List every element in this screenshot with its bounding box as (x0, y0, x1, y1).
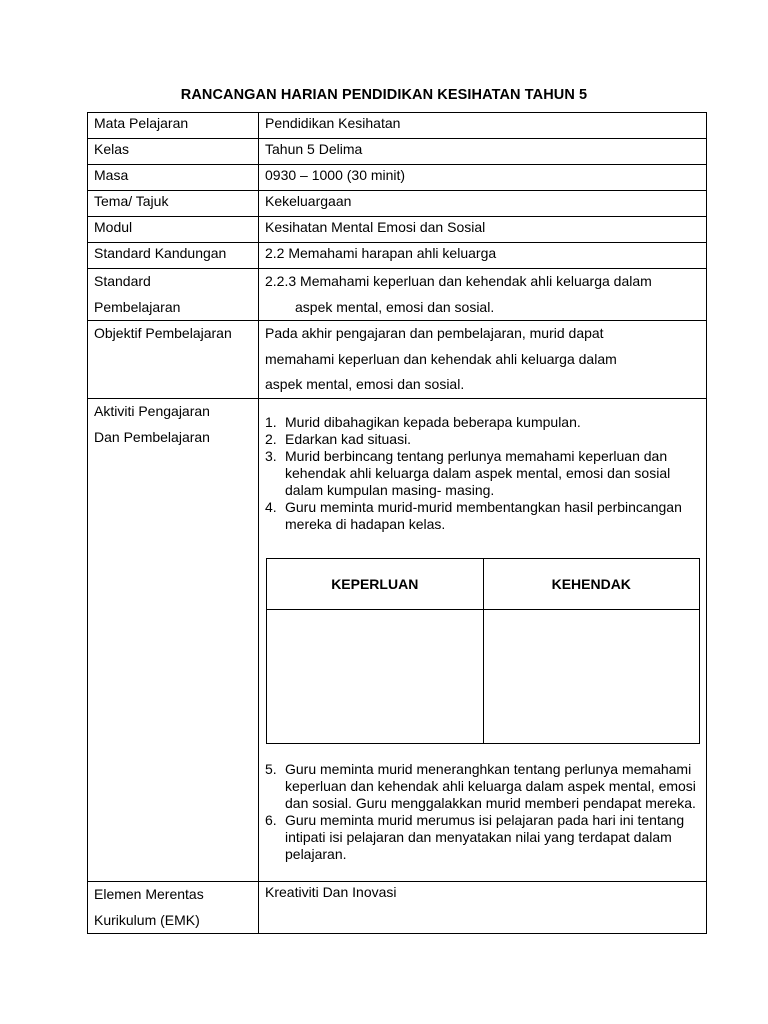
row-kelas (88, 139, 707, 165)
label-emk (88, 882, 259, 934)
value-masa: 0930 – 1000 (30 minit) (259, 165, 707, 191)
row-tema (88, 191, 707, 217)
inner-table-header (267, 559, 700, 610)
value-modul: Kesihatan Mental Emosi dan Sosial (259, 217, 707, 243)
label-aktiviti-line2: Dan Pembelajaran (94, 428, 210, 445)
inner-table-body (267, 610, 700, 744)
label-aktiviti (88, 399, 259, 882)
activity-steps-first (265, 414, 700, 533)
value-kelas: Tahun 5 Delima (259, 139, 707, 165)
activity-step: 3. Murid berbincang tentang perlunya memahami keperluan dan kehendak ahli keluarga dalam aspek mental, emosi dan sosial dalam kumpulan masing- masing. (265, 448, 671, 498)
label-standard-pembelajaran (88, 269, 259, 321)
row-standard-kandungan (88, 243, 707, 269)
cell-kehendak (483, 610, 700, 744)
label-objektif: Objektif Pembelajaran (88, 321, 259, 399)
label-tema: Tema/ Tajuk (88, 191, 259, 217)
label-emk-line2: Kurikulum (EMK) (94, 911, 200, 928)
activity-step: 1. Murid dibahagikan kepada beberapa kumpulan. (265, 414, 581, 430)
activity-step: 4. Guru meminta murid-murid membentangkan hasil perbincangan mereka di hadapan kelas. (265, 499, 682, 532)
row-emk (88, 882, 707, 934)
value-tema: Kekeluargaan (259, 191, 707, 217)
label-mata-pelajaran: Mata Pelajaran (88, 113, 259, 139)
label-aktiviti-line1: Aktiviti Pengajaran (94, 403, 210, 419)
label-kelas: Kelas (88, 139, 259, 165)
value-objektif (259, 321, 707, 399)
header-kehendak: KEHENDAK (483, 559, 700, 610)
row-masa (88, 165, 707, 191)
label-standard-kandungan: Standard Kandungan (88, 243, 259, 269)
objektif-line3: aspek mental, emosi dan sosial. (265, 376, 465, 392)
lesson-plan-table (87, 112, 707, 934)
cell-keperluan (267, 610, 484, 744)
activity-step: 2. Edarkan kad situasi. (265, 431, 412, 447)
value-emk: Kreativiti Dan Inovasi (259, 882, 707, 934)
value-standard-kandungan: 2.2 Memahami harapan ahli keluarga (259, 243, 707, 269)
row-objektif (88, 321, 707, 399)
document-title: RANCANGAN HARIAN PENDIDIKAN KESIHATAN TAHUN 5 (180, 87, 588, 103)
row-standard-pembelajaran (88, 269, 707, 321)
value-standard-pembelajaran-line2: aspek mental, emosi dan sosial. (295, 298, 495, 315)
activity-step: 6. Guru meminta murid merumus isi pelajaran pada hari ini tentang intipati isi pelajaran dan menyatakan nilai yang terdapat dalam pelajaran. (265, 812, 685, 862)
keperluan-kehendak-table (266, 558, 700, 744)
row-mata-pelajaran (88, 113, 707, 139)
header-keperluan: KEPERLUAN (267, 559, 484, 610)
objektif-line2: memahami keperluan dan kehendak ahli keluarga dalam (265, 350, 617, 367)
label-modul: Modul (88, 217, 259, 243)
row-modul (88, 217, 707, 243)
label-masa: Masa (88, 165, 259, 191)
objektif-line1: Pada akhir pengajaran dan pembelajaran, murid dapat (265, 325, 604, 341)
label-standard-pembelajaran-line1: Standard (94, 273, 151, 289)
value-mata-pelajaran: Pendidikan Kesihatan (259, 113, 707, 139)
activity-steps-second (265, 761, 700, 863)
activity-step: 5. Guru meminta murid meneranghkan tentang perlunya memahami keperluan dan kehendak ahli keluarga dalam aspek mental, emosi dan sosial. Guru menggalakkan murid memberi pendapat mereka. (265, 761, 696, 811)
label-emk-line1: Elemen Merentas (94, 886, 204, 902)
label-standard-pembelajaran-line2: Pembelajaran (94, 298, 181, 315)
value-standard-pembelajaran-line1: 2.2.3 Memahami keperluan dan kehendak ahli keluarga dalam (265, 273, 652, 289)
value-aktiviti (259, 399, 707, 882)
row-aktiviti (88, 399, 707, 882)
value-standard-pembelajaran (259, 269, 707, 321)
